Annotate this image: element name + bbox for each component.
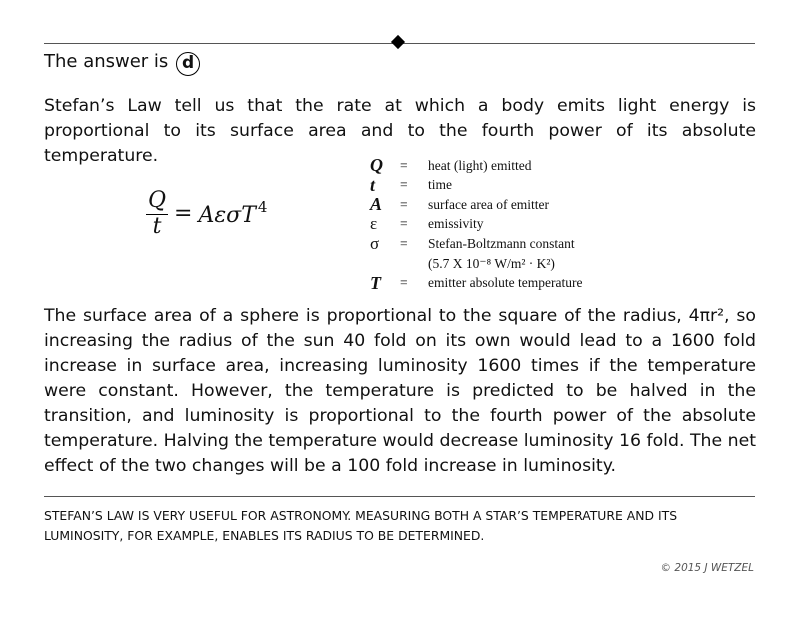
formula-numerator: Q: [148, 187, 167, 213]
formula-fraction: [146, 188, 168, 239]
legend-symbol: ε: [370, 214, 378, 234]
legend-symbol: A: [370, 194, 383, 215]
answer-line: [44, 50, 200, 76]
legend-text: emitter absolute temperature: [428, 275, 583, 291]
footnote: STEFAN’S LAW IS VERY USEFUL FOR ASTRONOMY. MEASURING BOTH A STAR’S TEMPERATURE AND ITS LUMINOSITY, FOR EXAMPLE, ENABLES ITS RADIUS TO BE DETERMINED.: [44, 508, 678, 543]
legend-text: Stefan-Boltzmann constant: [428, 235, 575, 251]
formula-rhs-coeff: Aεσ: [198, 203, 242, 228]
formula-rhs-var: T: [241, 203, 256, 228]
formula-exponent: 4: [257, 198, 268, 216]
legend-equals: =: [400, 157, 408, 173]
formula-rhs: [198, 198, 267, 228]
legend-equals: =: [400, 235, 408, 251]
diamond-ornament: [391, 35, 405, 49]
formula-equals: =: [174, 200, 193, 226]
answer-prefix: The answer is: [44, 51, 169, 72]
legend-symbol: σ: [370, 233, 380, 253]
legend-constant-value: (5.7 X 10⁻⁸ W/m² · K²): [428, 255, 555, 271]
stefan-law-formula: [146, 186, 267, 240]
legend-row: [370, 195, 582, 215]
bottom-divider: [44, 496, 755, 497]
legend-text: time: [428, 177, 452, 193]
legend-row: [370, 234, 582, 254]
legend-equals: =: [400, 177, 408, 193]
legend-row: [370, 215, 582, 235]
formula-legend: [370, 156, 582, 293]
formula-denominator: t: [152, 213, 162, 239]
legend-row: [370, 274, 582, 294]
legend-symbol: T: [370, 272, 381, 293]
legend-equals: =: [400, 275, 408, 291]
legend-text: heat (light) emitted: [428, 157, 532, 173]
copyright-credit: © 2015 J WETZEL: [660, 562, 754, 574]
legend-equals: =: [400, 216, 408, 232]
intro-paragraph: Stefan’s Law tell us that the rate at which a body emits light energy is proportional to its surface area and to the fourth power of its absolute temperature.: [44, 96, 756, 166]
legend-text: emissivity: [428, 216, 484, 232]
legend-row: [370, 156, 582, 176]
answer-letter-circle: d: [176, 52, 200, 76]
legend-text: surface area of emitter: [428, 196, 550, 212]
legend-symbol: Q: [370, 155, 383, 176]
explanation-paragraph: The surface area of a sphere is proportional to the square of the radius, 4πr², so increasing the radius of the sun 40 fold on its own would lead to a 1600 fold increase in surface area, increasing luminosity 1600 times if the temperature were constant. However, the temperature is predicted to be halved in the transition, and luminosity is proportional to the fourth power of the absolute temperature. Halving the temperature would decrease luminosity 16 fold. The net effect of the two changes will be a 100 fold increase in luminosity.: [44, 306, 756, 476]
legend-equals: =: [400, 196, 408, 212]
legend-row: [370, 176, 582, 196]
legend-symbol: t: [370, 174, 376, 195]
